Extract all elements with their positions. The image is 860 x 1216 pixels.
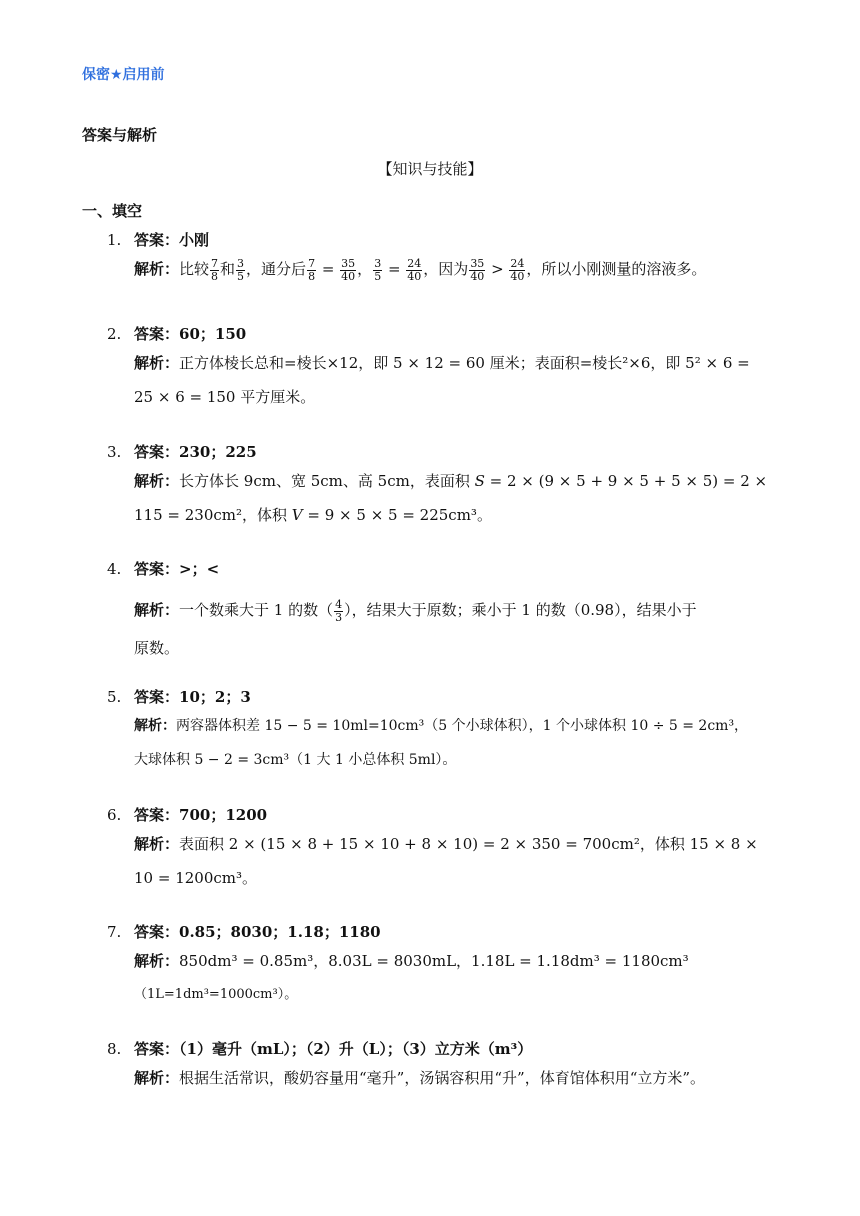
item-number: 2. xyxy=(107,325,122,343)
explanation-line xyxy=(134,498,787,532)
question-item-1 xyxy=(107,228,787,286)
explanation-line: 25 × 6 = 150 平方厘米。 xyxy=(134,388,316,406)
fraction xyxy=(469,258,485,283)
item-number: 5. xyxy=(107,688,122,706)
explanation-line: 大球体积 5 − 2 = 3cm³（1 大 1 小总体积 5ml）。 xyxy=(134,752,457,768)
confidential-mark: 保密★启用前 xyxy=(82,67,165,83)
explanation-line: 10 = 1200cm³。 xyxy=(134,869,258,887)
answer-label: 答案： xyxy=(134,443,180,461)
text: = 9 × 5 × 5 = 225cm³。 xyxy=(302,506,492,524)
answer-value: 60；150 xyxy=(179,325,247,343)
answer-label: 答案： xyxy=(134,923,180,941)
part-title: 一、填空 xyxy=(82,202,143,220)
doc-title: 答案与解析 xyxy=(82,126,158,144)
explanation xyxy=(134,346,787,380)
explanation xyxy=(134,593,787,627)
numerator: 7 xyxy=(211,256,219,270)
explanation-line: （1L=1dm³=1000cm³）。 xyxy=(134,987,298,1002)
question-item-3 xyxy=(107,440,787,532)
explanation xyxy=(134,709,787,743)
fraction xyxy=(406,258,422,283)
item-number: 8. xyxy=(107,1040,122,1058)
answer-value: 小刚 xyxy=(179,231,210,249)
explain-label: 解析： xyxy=(134,472,180,490)
question-item-5 xyxy=(107,685,787,777)
text: = xyxy=(317,260,340,278)
text: 和 xyxy=(220,260,236,278)
explanation xyxy=(134,1061,787,1095)
explanation xyxy=(134,827,787,861)
explain-label: 解析： xyxy=(134,354,180,372)
text: 比较 xyxy=(179,260,210,278)
question-item-2 xyxy=(107,322,787,414)
explanation-line: 根据生活常识，酸奶容量用“毫升”，汤锅容积用“升”，体育馆体积用“立方米”。 xyxy=(179,1069,706,1087)
item-number: 7. xyxy=(107,923,122,941)
denominator: 8 xyxy=(211,269,219,283)
answer-label: 答案： xyxy=(134,1040,180,1058)
fraction xyxy=(340,258,356,283)
denominator: 8 xyxy=(308,269,316,283)
denominator: 5 xyxy=(237,269,245,283)
explanation xyxy=(134,252,787,286)
answer-label: 答案： xyxy=(134,560,180,578)
numerator: 3 xyxy=(374,256,382,270)
explanation-line: 两容器体积差 15 − 5 = 10ml=10cm³（5 个小球体积），1 个小球体积 10 ÷ 5 = 2cm³， xyxy=(176,718,749,734)
explanation xyxy=(134,944,787,978)
numerator: 3 xyxy=(237,256,245,270)
explain-label: 解析： xyxy=(134,601,180,619)
text: = 2 × (9 × 5 + 9 × 5 + 5 × 5) = 2 × xyxy=(484,472,768,490)
denominator: 5 xyxy=(374,269,382,283)
answer-label: 答案： xyxy=(134,325,180,343)
explanation-line: 850dm³ = 0.85m³，8.03L = 8030mL，1.18L = 1.18dm³ = 1180cm³ xyxy=(179,952,689,970)
answer-value: >；< xyxy=(179,560,220,578)
answer-label: 答案： xyxy=(134,231,180,249)
text: 长方体长 9cm、宽 5cm、高 5cm，表面积 xyxy=(179,472,475,490)
item-number: 1. xyxy=(107,231,122,249)
denominator: 40 xyxy=(470,269,485,283)
text: ，通分后 xyxy=(246,260,307,278)
fraction xyxy=(236,258,245,283)
answer-value: 10；2；3 xyxy=(179,688,251,706)
explain-label: 解析： xyxy=(134,260,180,278)
text: > xyxy=(486,260,509,278)
numerator: 24 xyxy=(407,256,422,270)
text: ， xyxy=(357,260,373,278)
answer-label: 答案： xyxy=(134,688,180,706)
numerator: 4 xyxy=(335,597,343,611)
denominator: 40 xyxy=(407,269,422,283)
question-item-7 xyxy=(107,920,787,1012)
text: ，因为 xyxy=(423,260,469,278)
denominator: 40 xyxy=(341,269,356,283)
answer-value: （1）毫升（mL）；（2）升（L）；（3）立方米（m³） xyxy=(179,1040,533,1058)
question-item-8 xyxy=(107,1037,787,1095)
variable: V xyxy=(291,506,303,524)
item-number: 4. xyxy=(107,560,122,578)
answer-label: 答案： xyxy=(134,806,180,824)
variable: S xyxy=(474,472,485,490)
fraction xyxy=(373,258,382,283)
question-item-6 xyxy=(107,803,787,895)
fraction xyxy=(210,258,219,283)
text: ），结果大于原数；乘小于 1 的数（0.98），结果小于 xyxy=(344,601,697,619)
section-title: 【知识与技能】 xyxy=(377,160,483,178)
fraction xyxy=(307,258,316,283)
numerator: 35 xyxy=(341,256,356,270)
text: 一个数乘大于 1 的数（ xyxy=(179,601,334,619)
question-item-4 xyxy=(107,557,787,665)
explain-label: 解析： xyxy=(134,952,180,970)
answer-value: 0.85；8030；1.18；1180 xyxy=(179,923,381,941)
explanation xyxy=(134,464,787,498)
numerator: 7 xyxy=(308,256,316,270)
explain-label: 解析： xyxy=(134,1069,180,1087)
numerator: 24 xyxy=(510,256,525,270)
explanation-line: 正方体棱长总和=棱长×12，即 5 × 12 = 60 厘米；表面积=棱长²×6，即 5² × 6 = xyxy=(179,354,750,372)
text: ，所以小刚测量的溶液多。 xyxy=(526,260,707,278)
item-number: 3. xyxy=(107,443,122,461)
fraction xyxy=(509,258,525,283)
text: 115 = 230cm²，体积 xyxy=(134,506,292,524)
answer-value: 700；1200 xyxy=(179,806,268,824)
denominator: 40 xyxy=(510,269,525,283)
numerator: 35 xyxy=(470,256,485,270)
answer-value: 230；225 xyxy=(179,443,257,461)
explanation-line: 表面积 2 × (15 × 8 + 15 × 10 + 8 × 10) = 2 × 350 = 700cm²，体积 15 × 8 × xyxy=(179,835,758,853)
explanation-line: 原数。 xyxy=(134,639,180,657)
explain-label: 解析： xyxy=(134,718,176,734)
explain-label: 解析： xyxy=(134,835,180,853)
denominator: 3 xyxy=(335,610,343,624)
fraction xyxy=(334,599,343,624)
item-number: 6. xyxy=(107,806,122,824)
text: = xyxy=(383,260,406,278)
